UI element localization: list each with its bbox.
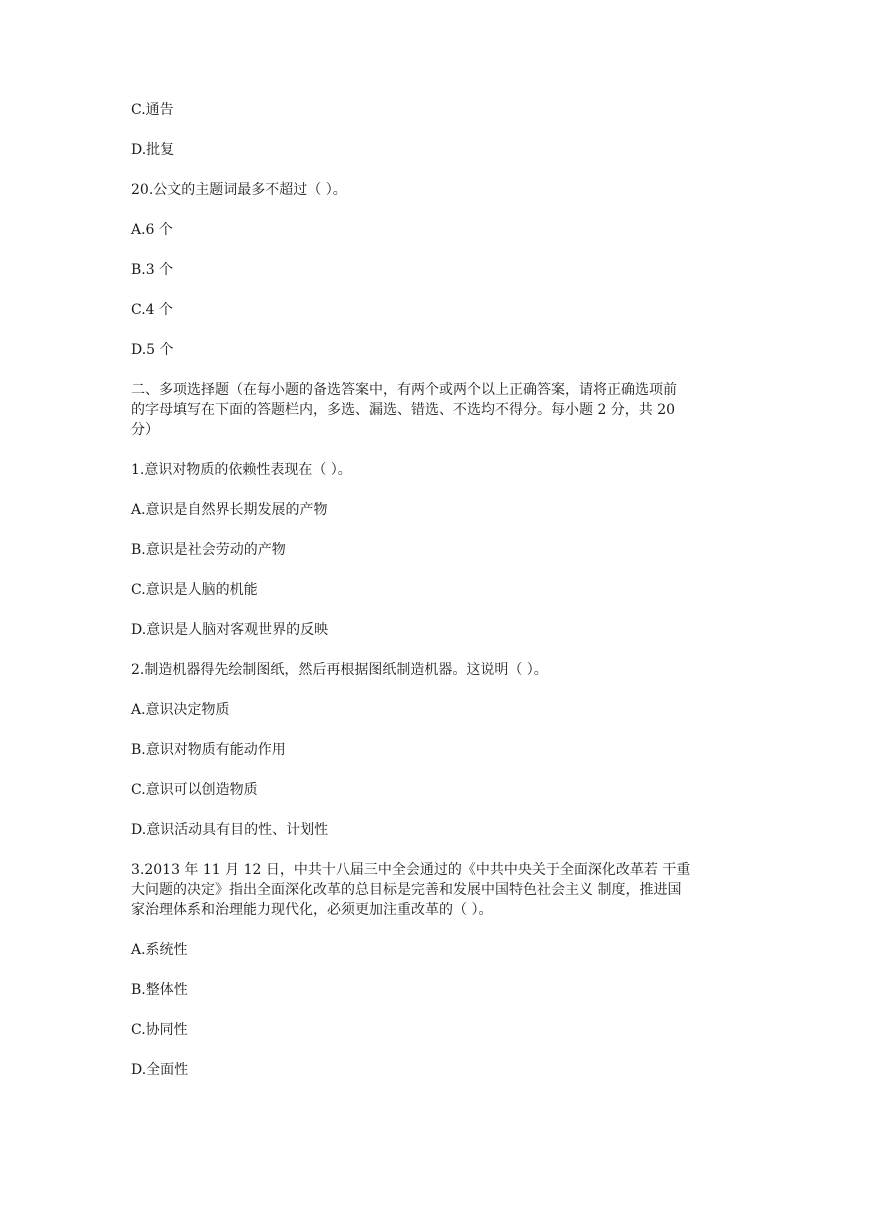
- q20-option-c: C.4 个: [131, 302, 174, 318]
- q20-question: 20.公文的主题词最多不超过（ ）。: [131, 182, 347, 198]
- mq1-question: 1.意识对物质的依赖性表现在（ ）。: [131, 462, 352, 478]
- section2-heading: [131, 380, 751, 440]
- mq3-question-line: 家治理体系和治理能力现代化，必须更加注重改革的（ ）。: [131, 902, 493, 918]
- mq3-option-b: B.整体性: [131, 982, 188, 998]
- mq1-option-d: D.意识是人脑对客观世界的反映: [131, 622, 329, 638]
- mq3-question-line: 大问题的决定》指出全面深化改革的总目标是完善和发展中国特色社会主义 制度，推进国: [131, 882, 682, 898]
- q20-option-b: B.3 个: [131, 262, 174, 278]
- section2-line: 二、多项选择题（在每小题的备选答案中，有两个或两个以上正确答案，请将正确选项前: [131, 382, 677, 398]
- mq3-option-a: A.系统性: [131, 942, 188, 958]
- mq1-option-c: C.意识是人脑的机能: [131, 582, 258, 598]
- section2-line: 的字母填写在下面的答题栏内，多选、漏选、错选、不选均不得分。每小题 2 分，共 20: [131, 402, 676, 418]
- mq3-option-d: D.全面性: [131, 1062, 189, 1078]
- section2-line: 分）: [131, 422, 159, 438]
- mq2-option-d: D.意识活动具有目的性、计划性: [131, 822, 329, 838]
- mq2-option-b: B.意识对物质有能动作用: [131, 742, 286, 758]
- mq1-option-b: B.意识是社会劳动的产物: [131, 542, 286, 558]
- mq1-option-a: A.意识是自然界长期发展的产物: [131, 502, 328, 518]
- mq2-question: 2.制造机器得先绘制图纸，然后再根据图纸制造机器。这说明（ ）。: [131, 662, 548, 678]
- mq2-option-a: A.意识决定物质: [131, 702, 230, 718]
- document-page: [131, 100, 751, 1100]
- q19-option-c: C.通告: [131, 102, 174, 118]
- mq3-question: [131, 860, 751, 920]
- mq3-option-c: C.协同性: [131, 1022, 188, 1038]
- mq2-option-c: C.意识可以创造物质: [131, 782, 258, 798]
- mq3-question-line: 3.2013 年 11 月 12 日，中共十八届三中全会通过的《中共中央关于全面深化改革若 干重: [131, 862, 691, 878]
- q20-option-a: A.6 个: [131, 222, 173, 238]
- q20-option-d: D.5 个: [131, 342, 174, 358]
- q19-option-d: D.批复: [131, 142, 175, 158]
